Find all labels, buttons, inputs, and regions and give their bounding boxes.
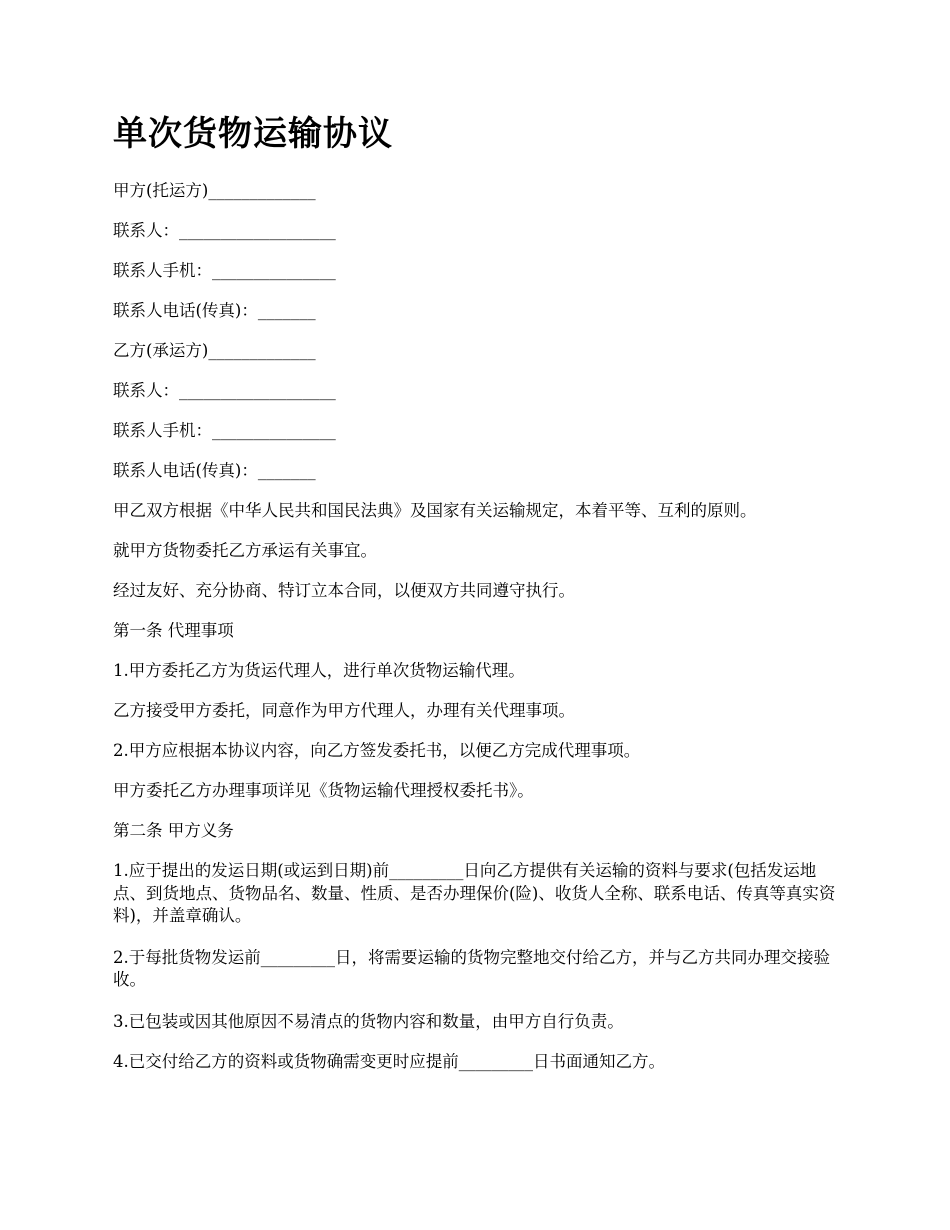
clause-paragraph: 1.甲方委托乙方为货运代理人，进行单次货物运输代理。	[113, 661, 525, 680]
clause-paragraph: 1.应于提出的发运日期(或运到日期)前_________日向乙方提供有关运输的资料与要求(包括发运地点、到货地点、货物品名、数量、性质、是否办理保价(险)、收货人全称、联系电话、传真等真实资料)，并盖章确认。	[113, 861, 836, 925]
party-a-line: 甲方(托运方)_____________	[113, 181, 316, 200]
party-a-contact-line: 联系人：___________________	[113, 221, 336, 240]
article-heading: 第二条 甲方义务	[113, 821, 234, 840]
party-a-phone-fax-line: 联系人电话(传真)：_______	[113, 301, 316, 320]
party-b-contact-line: 联系人：___________________	[113, 381, 336, 400]
preamble-paragraph: 经过友好、充分协商、特订立本合同，以便双方共同遵守执行。	[113, 581, 575, 600]
preamble-paragraph: 就甲方货物委托乙方承运有关事宜。	[113, 541, 377, 560]
clause-paragraph: 4.已交付给乙方的资料或货物确需变更时应提前_________日书面通知乙方。	[113, 1051, 665, 1071]
clause-paragraph: 3.已包装或因其他原因不易清点的货物内容和数量，由甲方自行负责。	[113, 1011, 624, 1031]
article-heading: 第一条 代理事项	[113, 621, 234, 640]
clause-paragraph: 2.甲方应根据本协议内容，向乙方签发委托书，以便乙方完成代理事项。	[113, 741, 641, 760]
party-a-mobile-line: 联系人手机：_______________	[113, 261, 336, 280]
document-body	[113, 180, 843, 1091]
clause-paragraph: 乙方接受甲方委托，同意作为甲方代理人，办理有关代理事项。	[113, 701, 575, 720]
party-b-line: 乙方(承运方)_____________	[113, 341, 316, 360]
preamble-paragraph: 甲乙双方根据《中华人民共和国民法典》及国家有关运输规定，本着平等、互利的原则。	[113, 501, 757, 520]
document-title: 单次货物运输协议	[113, 114, 393, 154]
party-b-mobile-line: 联系人手机：_______________	[113, 421, 336, 440]
clause-paragraph: 2.于每批货物发运前_________日，将需要运输的货物完整地交付给乙方，并与乙方共同办理交接验收。	[113, 947, 830, 989]
clause-paragraph: 甲方委托乙方办理事项详见《货物运输代理授权委托书》。	[113, 781, 534, 800]
party-b-phone-fax-line: 联系人电话(传真)：_______	[113, 461, 316, 480]
